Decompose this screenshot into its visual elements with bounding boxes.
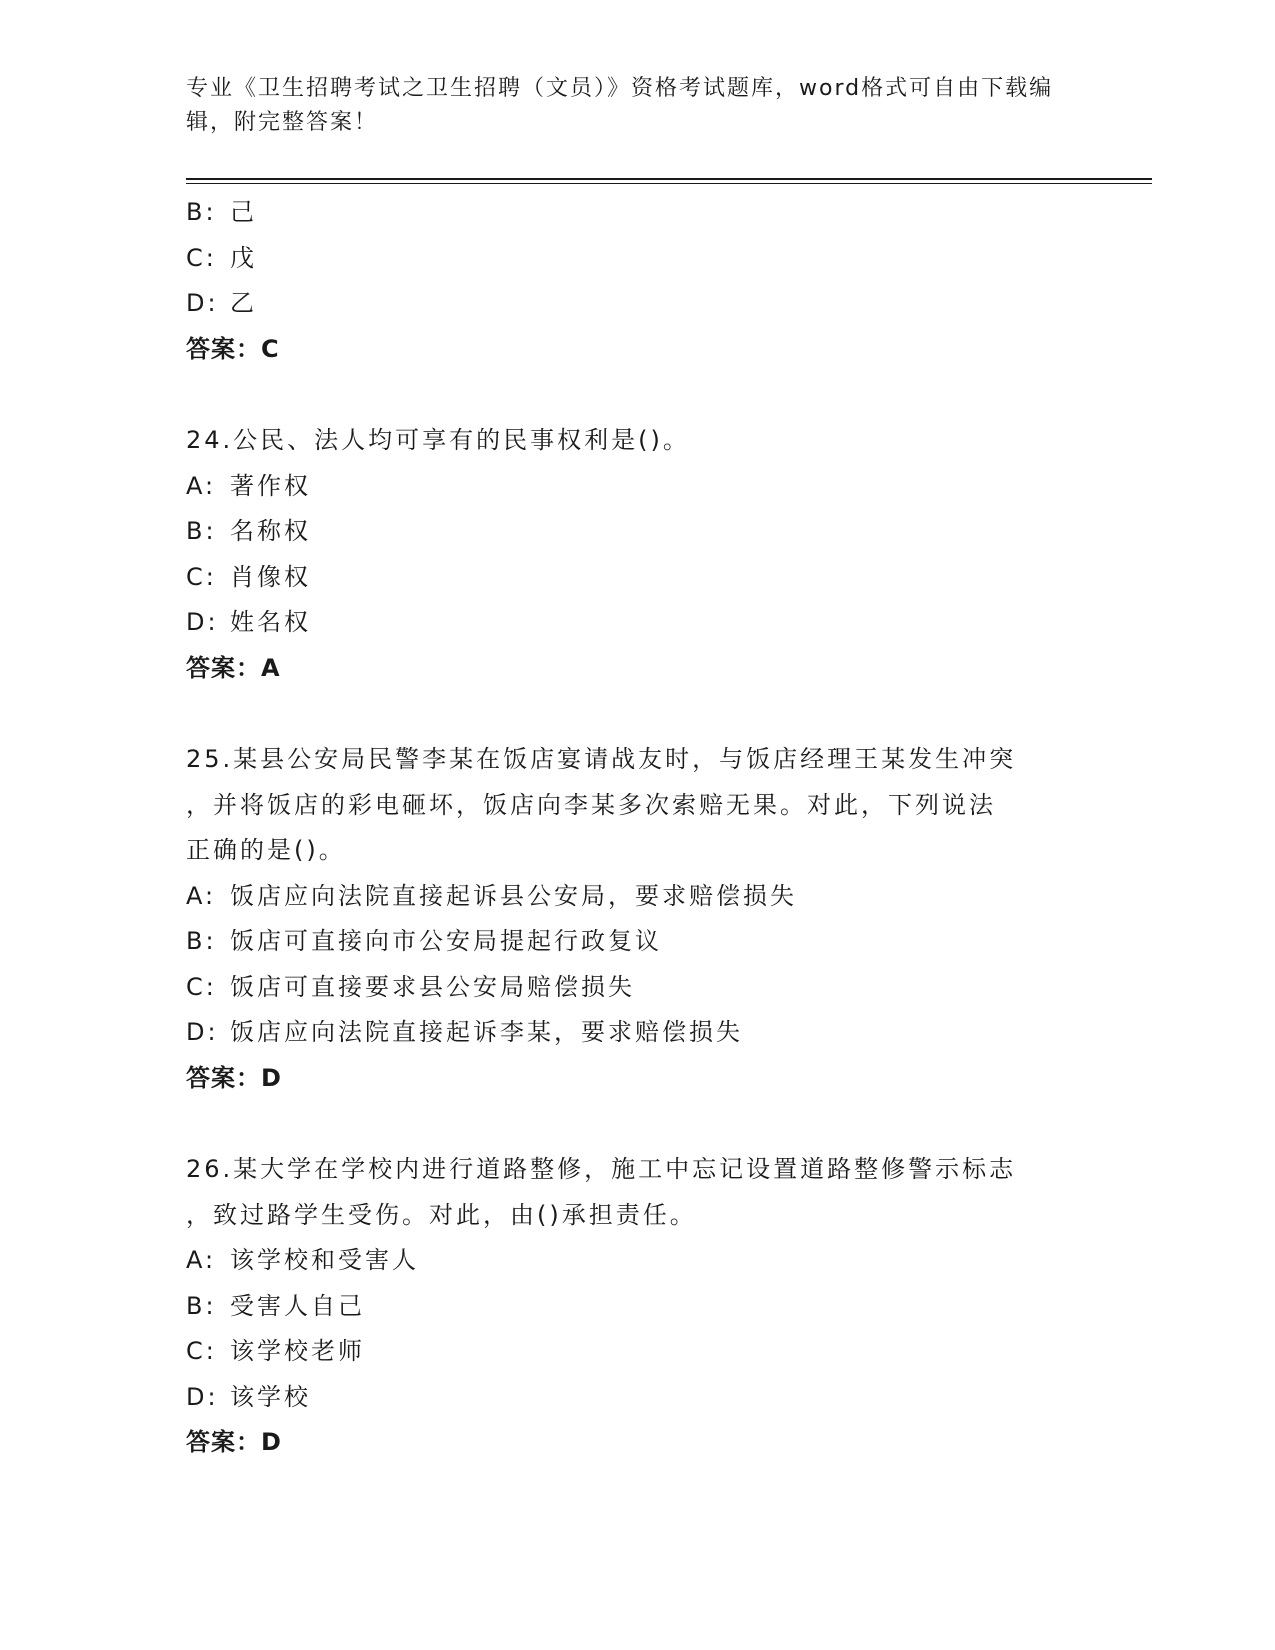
header-text: 专业《卫生招聘考试之卫生招聘（文员）》资格考试题库，word格式可自由下载编辑，附完整答案！ (186, 76, 1054, 135)
question-24 (186, 418, 1086, 691)
question-stem-line: 正确的是()。 (186, 836, 346, 864)
option-c: C: 该学校老师 (186, 1337, 365, 1365)
option-c: C: 戊 (186, 243, 257, 272)
header-divider-thin (186, 183, 1152, 184)
answer-text: 答案：A (186, 653, 281, 682)
answer-text: 答案：D (186, 1063, 282, 1092)
header-divider-thick (186, 178, 1152, 180)
page-header (186, 72, 1066, 140)
option-d: D: 姓名权 (186, 608, 311, 636)
question-stem-line: ，致过路学生受伤。对此，由()承担责任。 (186, 1200, 697, 1229)
question-stem-line: 25.某县公安局民警李某在饭店宴请战友时，与饭店经理王某发生冲突 (186, 745, 1017, 773)
option-b: B: 名称权 (186, 517, 311, 545)
question-23-continued (186, 190, 1086, 372)
option-a: A: 著作权 (186, 471, 311, 500)
option-c: C: 饭店可直接要求县公安局赔偿损失 (186, 972, 635, 1001)
question-stem: 24.公民、法人均可享有的民事权利是()。 (186, 426, 690, 454)
question-spacer (186, 1101, 1086, 1147)
option-c: C: 肖像权 (186, 562, 311, 591)
answer-text: 答案：C (186, 334, 280, 363)
option-d: D: 该学校 (186, 1382, 311, 1411)
option-d: D: 乙 (186, 289, 257, 317)
option-b: B: 饭店可直接向市公安局提起行政复议 (186, 927, 662, 955)
question-content (186, 190, 1086, 1466)
question-25 (186, 737, 1086, 1101)
question-spacer (186, 691, 1086, 737)
question-26 (186, 1147, 1086, 1466)
option-b: B: 己 (186, 198, 257, 226)
answer-text: 答案：D (186, 1428, 282, 1456)
option-d: D: 饭店应向法院直接起诉李某，要求赔偿损失 (186, 1018, 743, 1046)
option-a: A: 饭店应向法院直接起诉县公安局，要求赔偿损失 (186, 881, 797, 910)
question-stem-line: ，并将饭店的彩电砸坏，饭店向李某多次索赔无果。对此，下列说法 (186, 790, 996, 819)
option-b: B: 受害人自己 (186, 1291, 365, 1320)
question-spacer (186, 372, 1086, 418)
option-a: A: 该学校和受害人 (186, 1246, 419, 1274)
question-stem-line: 26.某大学在学校内进行道路整修，施工中忘记设置道路整修警示标志 (186, 1155, 1017, 1183)
